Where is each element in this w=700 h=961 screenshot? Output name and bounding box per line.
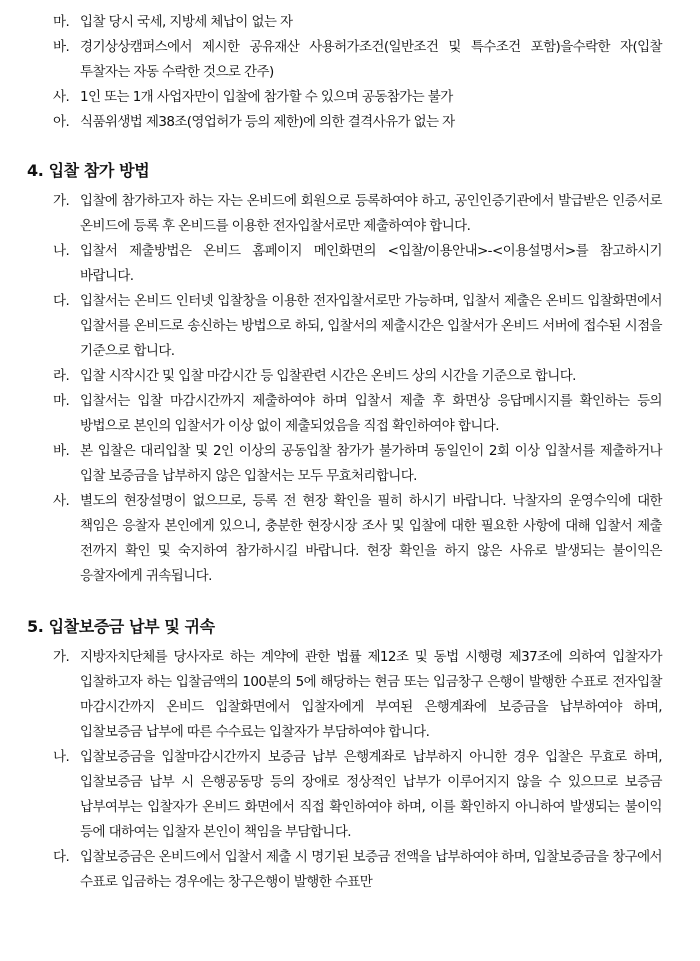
item-marker: 나.: [53, 243, 70, 259]
list-item: [0, 745, 700, 845]
eligibility-list: [0, 0, 700, 135]
item-marker: 바.: [53, 443, 70, 459]
list-item: [0, 85, 700, 110]
item-marker: 사.: [53, 89, 70, 105]
list-item: [0, 645, 700, 745]
item-marker: 가.: [53, 193, 70, 209]
item-marker: 아.: [53, 114, 70, 130]
item-marker: 사.: [53, 493, 70, 509]
list-item: [0, 35, 700, 85]
bid-deposit-list: [0, 645, 700, 895]
item-marker: 나.: [53, 749, 70, 765]
item-text: 입찰보증금은 온비드에서 입찰서 제출 시 명기된 보증금 전액을 납부하여야 하며, 입찰보증금을 창구에서 수표로 입금하는 경우에는 창구은행이 발행한 수표만: [80, 849, 662, 890]
item-text: 입찰 당시 국세, 지방세 체납이 없는 자: [80, 14, 293, 30]
item-text: 입찰보증금을 입찰마감시간까지 보증금 납부 은행계좌로 납부하지 아니한 경우 입찰은 무효로 하며, 입찰보증금 납부 시 은행공동망 등의 장애로 정상적인 납부가 이루어지지 않을 수 있으므로 보증금 납부여부는 입찰자가 온비드 화면에서 직접 확인하여야 하며, 이를 확인하지 아니하여 발생되는 불이익 등에 대하여는 입찰자 본인이 책임을 부담합니다.: [80, 749, 662, 840]
list-item: [0, 389, 700, 439]
item-text: 지방자치단체를 당사자로 하는 계약에 관한 법률 제12조 및 동법 시행령 제37조에 의하여 입찰자가 입찰하고자 하는 입찰금액의 100분의 5에 해당하는 현금 또는 입금창구 은행이 발행한 수표로 전자입찰 마감시간까지 온비드 입찰화면에서 입찰자에게 부여된 은행계좌에 보증금을 납부하여야 하며, 입찰보증금 납부에 따른 수수료는 입찰자가 부담하여야 합니다.: [80, 649, 662, 740]
item-text: 1인 또는 1개 사업자만이 입찰에 참가할 수 있으며 공동참가는 불가: [80, 89, 453, 105]
list-item: [0, 845, 700, 895]
list-item: [0, 439, 700, 489]
item-marker: 마.: [53, 14, 70, 30]
item-marker: 다.: [53, 293, 70, 309]
item-marker: 가.: [53, 649, 70, 665]
item-text: 입찰서는 온비드 인터넷 입찰창을 이용한 전자입찰서로만 가능하며, 입찰서 제출은 온비드 입찰화면에서 입찰서를 온비드로 송신하는 방법으로 하되, 입찰서의 제출시간은 입찰서가 온비드 서버에 접수된 시점을 기준으로 합니다.: [80, 293, 662, 359]
item-text: 입찰서는 입찰 마감시간까지 제출하여야 하며 입찰서 제출 후 화면상 응답메시지를 확인하는 등의 방법으로 본인의 입찰서가 이상 없이 제출되었음을 직접 확인하여야 합니다.: [80, 393, 662, 434]
list-item: [0, 239, 700, 289]
item-marker: 마.: [53, 393, 70, 409]
section-title: 5. 입찰보증금 납부 및 귀속: [27, 617, 215, 636]
list-item: [0, 489, 700, 589]
item-text: 입찰서 제출방법은 온비드 홈페이지 메인화면의 <입찰/이용안내>-<이용설명서>를 참고하시기 바랍니다.: [80, 243, 662, 284]
item-text: 본 입찰은 대리입찰 및 2인 이상의 공동입찰 참가가 불가하며 동일인이 2회 이상 입찰서를 제출하거나 입찰 보증금을 납부하지 않은 입찰서는 모두 무효처리합니다.: [80, 443, 662, 484]
item-marker: 바.: [53, 39, 70, 55]
item-text: 식품위생법 제38조(영업허가 등의 제한)에 의한 결격사유가 없는 자: [80, 114, 455, 130]
list-item: [0, 10, 700, 35]
list-item: [0, 110, 700, 135]
item-text: 입찰 시작시간 및 입찰 마감시간 등 입찰관련 시간은 온비드 상의 시간을 기준으로 합니다.: [80, 368, 576, 384]
list-item: [0, 289, 700, 364]
bid-participation-list: [0, 189, 700, 589]
item-marker: 라.: [53, 368, 70, 384]
item-text: 입찰에 참가하고자 하는 자는 온비드에 회원으로 등록하여야 하고, 공인인증기관에서 발급받은 인증서로 온비드에 등록 후 온비드를 이용한 전자입찰서로만 제출하여야 합니다.: [80, 193, 662, 234]
item-marker: 다.: [53, 849, 70, 865]
item-text: 경기상상캠퍼스에서 제시한 공유재산 사용허가조건(일반조건 및 특수조건 포함)을수락한 자(입찰 투찰자는 자동 수락한 것으로 간주): [80, 39, 662, 80]
list-item: [0, 364, 700, 389]
list-item: [0, 189, 700, 239]
section-title: 4. 입찰 참가 방법: [27, 161, 150, 180]
item-text: 별도의 현장설명이 없으므로, 등록 전 현장 확인을 필히 하시기 바랍니다. 낙찰자의 운영수익에 대한 책임은 응찰자 본인에게 있으니, 충분한 현장시장 조사 및 입찰에 대한 필요한 사항에 대해 입찰서 제출 전까지 확인 및 숙지하여 참가하시길 바랍니다. 현장 확인을 하지 않은 사유로 발생되는 불이익은 응찰자에게 귀속됩니다.: [80, 493, 662, 584]
